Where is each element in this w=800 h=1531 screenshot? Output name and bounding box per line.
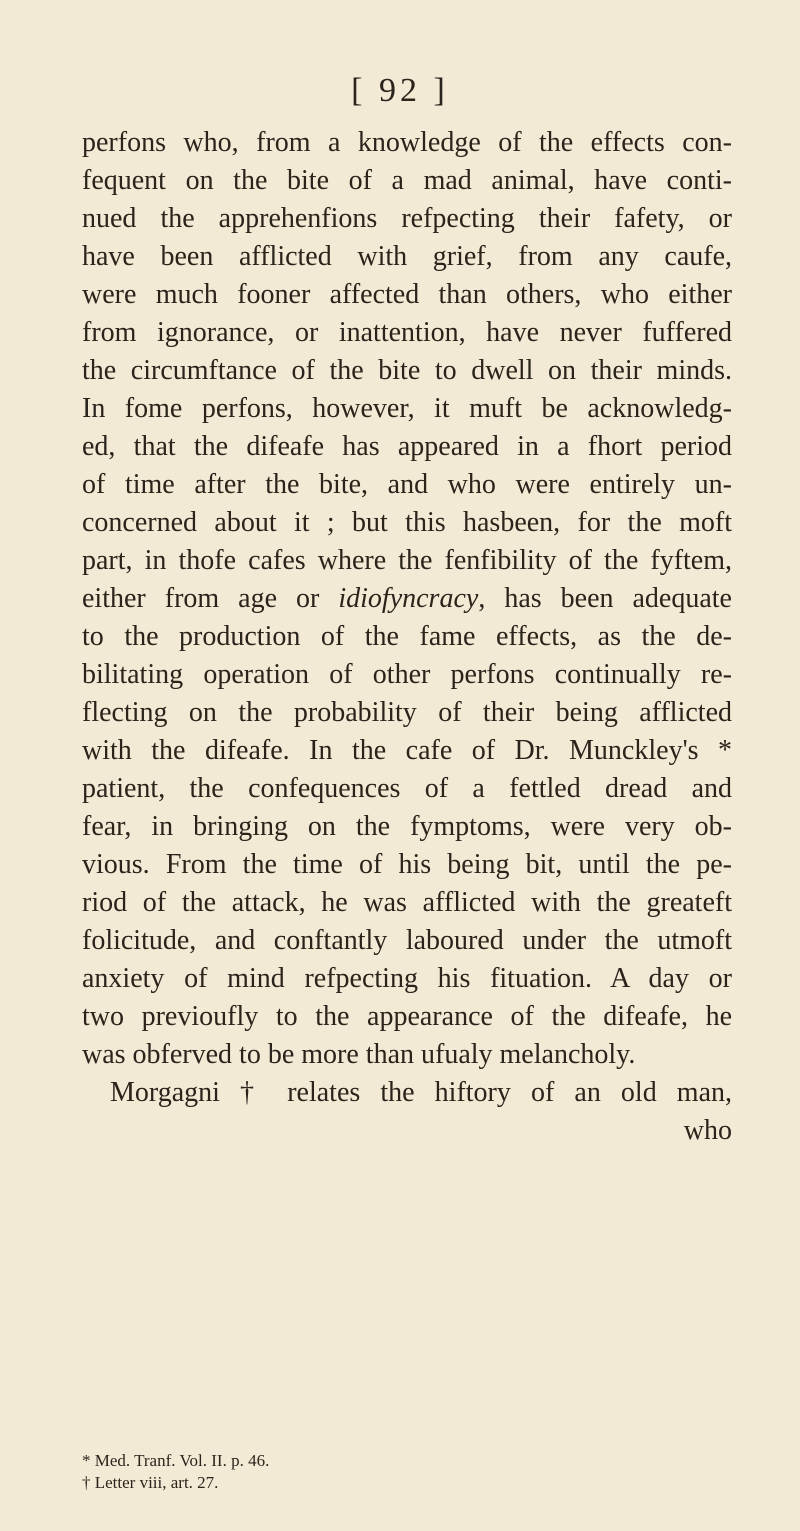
text-line: with the difeafe. In the cafe of Dr. Munckley's *: [82, 735, 732, 766]
catchword: who: [683, 1115, 732, 1146]
text-line: flecting on the probability of their being afflicted: [82, 697, 732, 728]
footnote: * Med. Tranf. Vol. II. p. 46.: [82, 1451, 270, 1470]
page-number: [ 92 ]: [351, 72, 449, 109]
text-line: from ignorance, or inattention, have never fuffered: [82, 317, 732, 348]
text-line: two previoufly to the appearance of the difeafe, he: [82, 1001, 732, 1032]
text-line: part, in thofe cafes where the fenfibility of the fyftem,: [82, 545, 732, 576]
text-line: anxiety of mind refpecting his fituation. A day or: [82, 963, 732, 994]
italic-word: idiofyncracy: [338, 583, 479, 614]
text-line: fear, in bringing on the fymptoms, were very ob-: [82, 811, 732, 842]
text-line: vious. From the time of his being bit, until the pe-: [82, 849, 732, 880]
text-line: In fome perfons, however, it muft be acknowledg-: [82, 393, 732, 424]
text-line: riod of the attack, he was afflicted with the greateft: [82, 887, 732, 918]
text-line: were much fooner affected than others, who either: [82, 279, 732, 310]
footnotes: [82, 1450, 732, 1494]
text-line: folicitude, and conftantly laboured under the utmoft: [82, 925, 732, 956]
text-line: concerned about it ; but this hasbeen, for the moft: [82, 507, 732, 538]
text-line: to the production of the fame effects, as the de-: [82, 621, 732, 652]
text-line: nued the apprehenfions refpecting their fafety, or: [82, 203, 732, 234]
text-line: fequent on the bite of a mad animal, have conti-: [82, 165, 732, 196]
text-line: of time after the bite, and who were entirely un-: [82, 469, 732, 500]
text-line: bilitating operation of other perfons continually re-: [82, 659, 732, 690]
footnote: † Letter viii, art. 27.: [82, 1473, 219, 1492]
body-text: [82, 124, 732, 1150]
text-line: the circumftance of the bite to dwell on their minds.: [82, 355, 732, 386]
text-line: ed, that the difeafe has appeared in a fhort period: [82, 431, 732, 462]
text-line: patient, the confequences of a fettled dread and: [82, 773, 732, 804]
text-line: perfons who, from a knowledge of the effects con-: [82, 127, 732, 158]
text-line: was obferved to be more than ufualy melancholy.: [82, 1039, 636, 1070]
text-line: either from age or idiofyncracy, has been adequate: [82, 583, 732, 614]
text-line: Morgagni † relates the hiftory of an old man,: [110, 1077, 732, 1108]
text-line: have been afflicted with grief, from any caufe,: [82, 241, 732, 272]
